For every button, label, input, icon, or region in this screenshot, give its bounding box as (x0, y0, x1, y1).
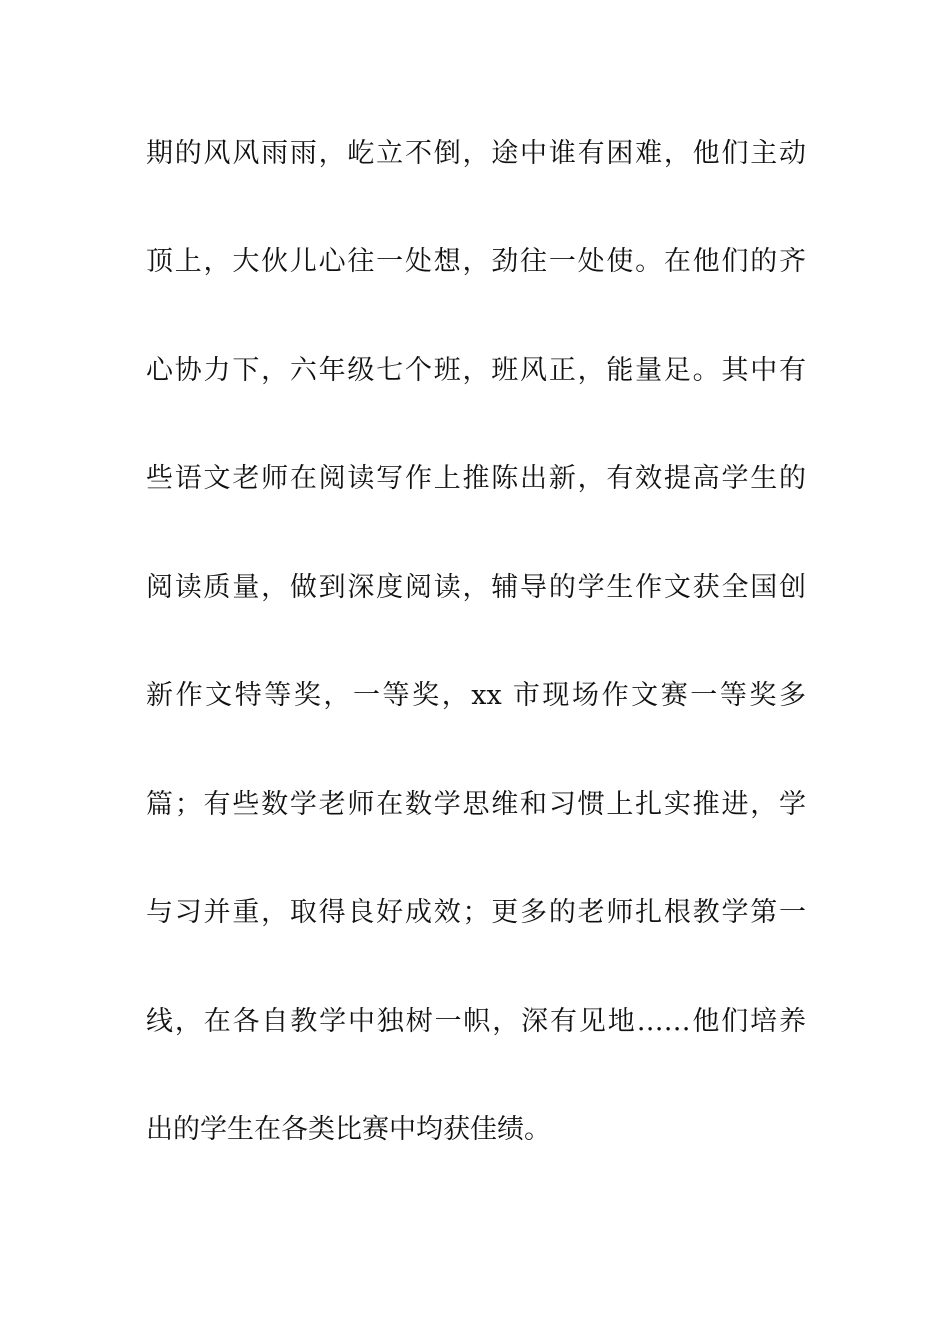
paragraph-line: 篇；有些数学老师在数学思维和习惯上扎实推进，学 (146, 789, 806, 820)
paragraph-line: 阅读质量，做到深度阅读，辅导的学生作文获全国创 (146, 572, 806, 603)
paragraph-line: 新作文特等奖，一等奖，xx 市现场作文赛一等奖多 (146, 680, 806, 711)
paragraph-line: 出的学生在各类比赛中均获佳绩。 (146, 1114, 551, 1145)
paragraph-line: 与习并重，取得良好成效；更多的老师扎根教学第一 (146, 897, 806, 928)
paragraph-line: 线，在各自教学中独树一帜，深有见地……他们培养 (146, 1006, 806, 1037)
paragraph-line: 期的风风雨雨，屹立不倒，途中谁有困难，他们主动 (146, 138, 806, 169)
paragraph-line: 顶上，大伙儿心往一处想，劲往一处使。在他们的齐 (146, 246, 806, 277)
paragraph-line: 些语文老师在阅读写作上推陈出新，有效提高学生的 (146, 463, 806, 494)
paragraph-line: 心协力下，六年级七个班，班风正，能量足。其中有 (146, 355, 806, 386)
